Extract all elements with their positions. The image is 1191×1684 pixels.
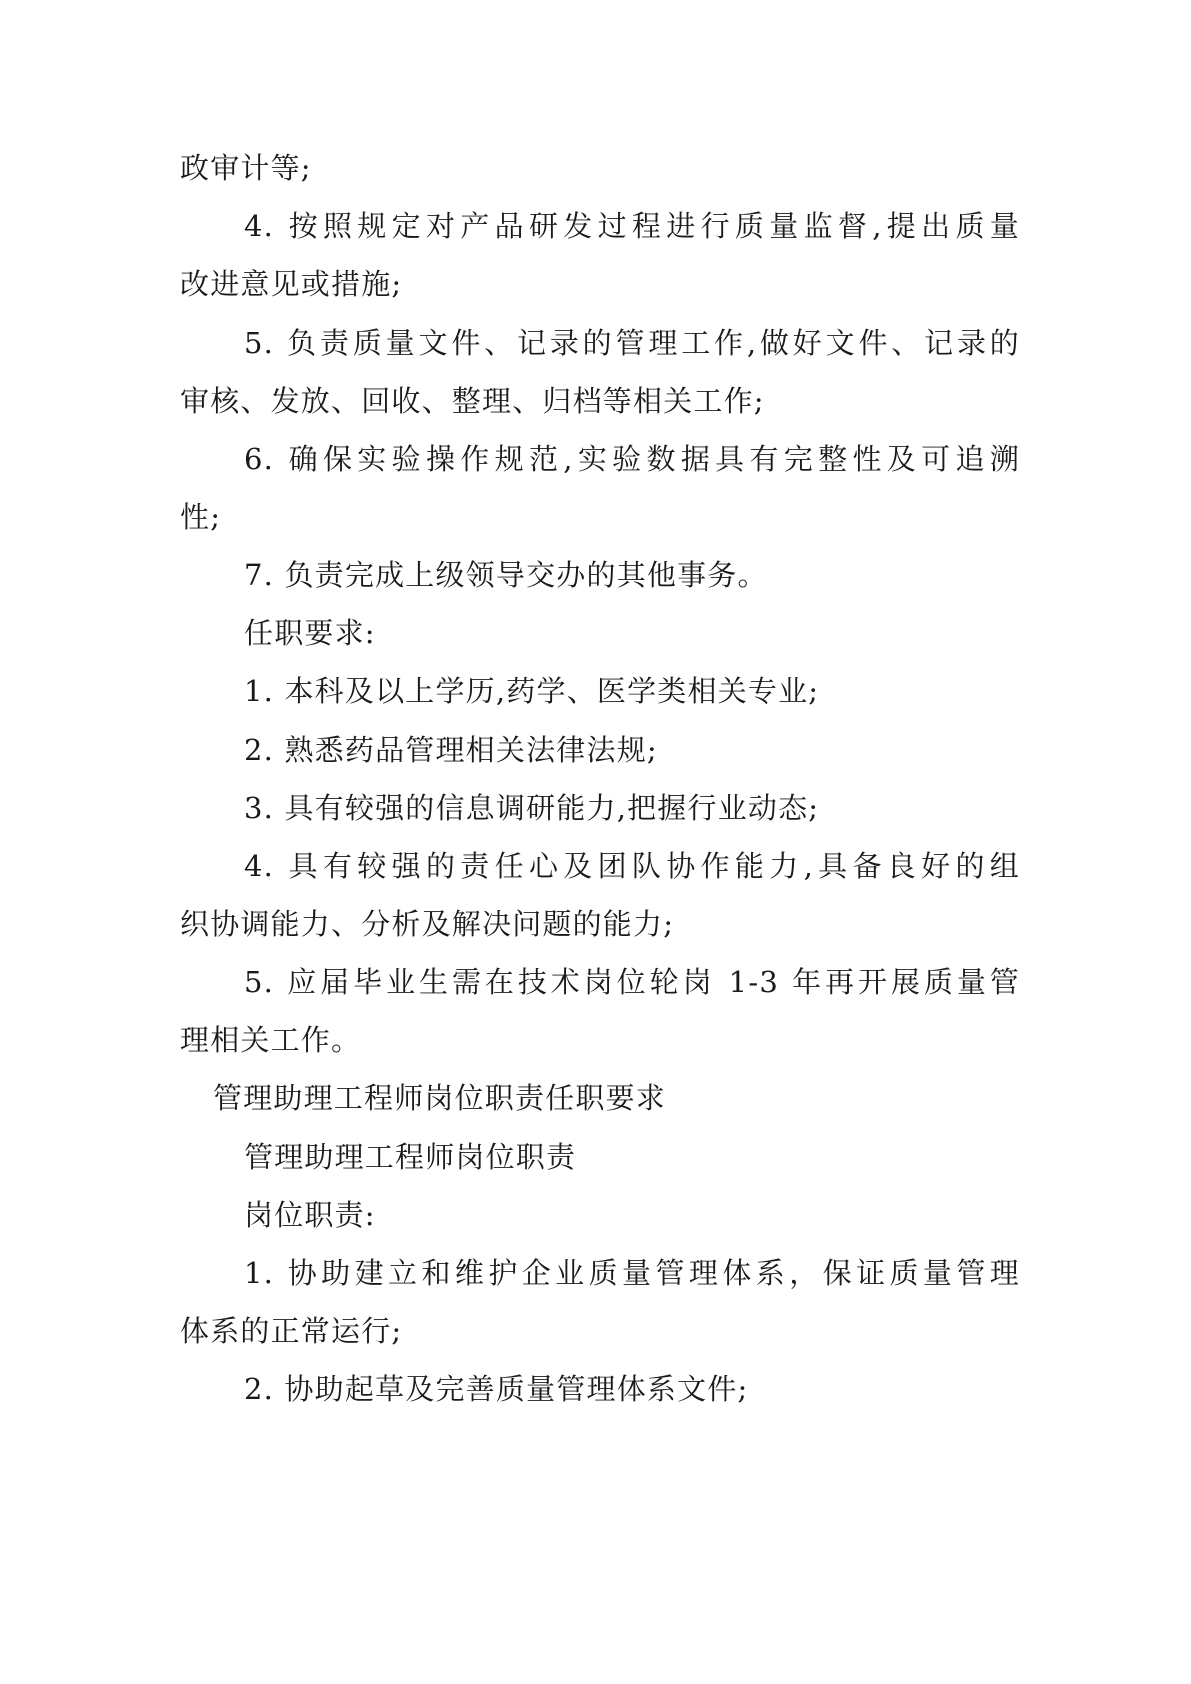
text-line: 改进意见或措施;	[180, 267, 403, 301]
list-item-text: 1. 协助建立和维护企业质量管理体系，保证质量管理	[244, 1256, 1020, 1290]
section-heading: 任职要求:	[244, 616, 376, 650]
list-item-text: 1. 本科及以上学历,药学、医学类相关专业;	[244, 674, 820, 708]
list-item-text: 5. 负责质量文件、记录的管理工作,做好文件、记录的	[244, 326, 1020, 360]
list-item-text: 6. 确保实验操作规范,实验数据具有完整性及可追溯	[244, 442, 1020, 476]
list-item-text: 7. 负责完成上级领导交办的其他事务。	[244, 558, 768, 592]
list-item-text: 2. 熟悉药品管理相关法律法规;	[244, 733, 658, 767]
section-heading: 管理助理工程师岗位职责	[244, 1140, 577, 1174]
section-heading: 岗位职责:	[244, 1198, 376, 1232]
text-line: 审核、发放、回收、整理、归档等相关工作;	[180, 384, 765, 418]
list-item-text: 2. 协助起草及完善质量管理体系文件;	[244, 1372, 749, 1406]
list-item-text: 3. 具有较强的信息调研能力,把握行业动态;	[244, 791, 820, 825]
text-line: 理相关工作。	[180, 1023, 362, 1057]
list-item-text: 5. 应届毕业生需在技术岗位轮岗 1-3 年再开展质量管	[244, 965, 1020, 999]
text-line: 政审计等;	[180, 151, 312, 185]
text-line: 织协调能力、分析及解决问题的能力;	[180, 907, 675, 941]
text-line: 体系的正常运行;	[180, 1314, 403, 1348]
list-item-text: 4. 按照规定对产品研发过程进行质量监督,提出质量	[244, 209, 1020, 243]
document-title: 管理助理工程师岗位职责任职要求	[213, 1081, 667, 1115]
list-item-text: 4. 具有较强的责任心及团队协作能力,具备良好的组	[244, 849, 1020, 883]
text-line: 性;	[180, 500, 222, 534]
